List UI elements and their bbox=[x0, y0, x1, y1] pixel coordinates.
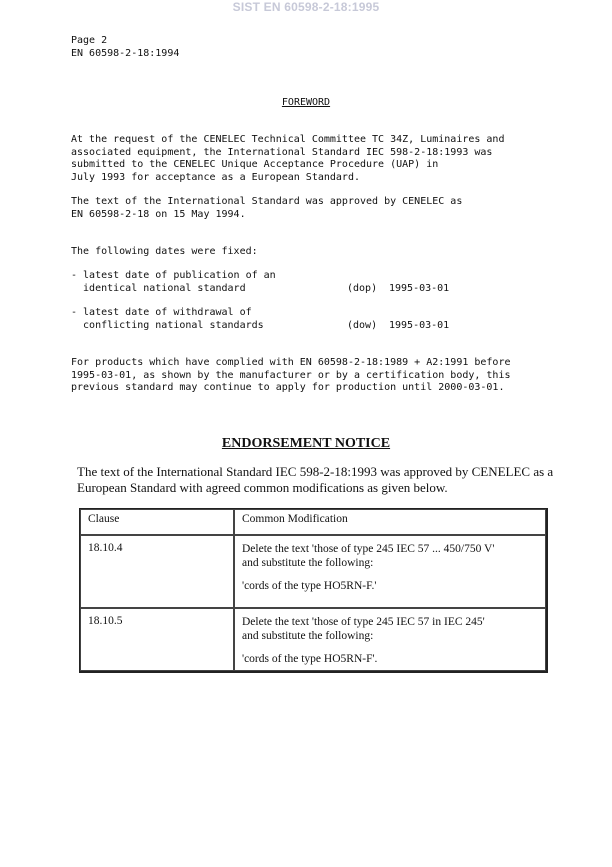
table-header-row bbox=[80, 509, 546, 535]
modification-line: Delete the text 'those of type 245 IEC 57 ... 450/750 V' bbox=[242, 543, 495, 555]
standard-reference: EN 60598-2-18:1994 bbox=[71, 48, 180, 59]
modification-cell bbox=[234, 608, 546, 671]
page-number: Page 2 bbox=[71, 35, 108, 46]
dates-intro: The following dates were fixed: bbox=[71, 246, 258, 257]
date-description: - latest date of publication of an identical national standard bbox=[71, 270, 276, 294]
endorsement-heading: ENDORSEMENT NOTICE bbox=[221, 436, 391, 451]
modification-line: 'cords of the type HO5RN-F.' bbox=[242, 580, 377, 592]
date-row-dop bbox=[71, 270, 531, 296]
modification-line: and substitute the following: bbox=[242, 630, 374, 642]
clause-cell: 18.10.4 bbox=[80, 535, 234, 608]
header-modification: Common Modification bbox=[234, 509, 546, 535]
date-value: 1995-03-01 bbox=[389, 282, 450, 294]
modification-line: Delete the text 'those of type 245 IEC 57 in IEC 245' bbox=[242, 616, 485, 628]
foreword-heading: FOREWORD bbox=[281, 97, 331, 108]
modification-line: and substitute the following: bbox=[242, 557, 374, 569]
date-row-dow bbox=[71, 307, 531, 333]
foreword-paragraph-1: At the request of the CENELEC Technical Committee TC 34Z, Luminaires and associated equipment, the International Standard IEC 598-2-18:1993 was submitted to the CENELEC Unique Acceptance Procedure (UAP) in July 1993 for acceptance as a European Standard. bbox=[71, 134, 505, 183]
foreword-paragraph-2: The text of the International Standard was approved by CENELEC as EN 60598-2-18 on 15 May 1994. bbox=[71, 196, 463, 220]
watermark-text: SIST EN 60598-2-18:1995 bbox=[232, 0, 380, 14]
clause-cell: 18.10.5 bbox=[80, 608, 234, 671]
modification-cell bbox=[234, 535, 546, 608]
table-row bbox=[80, 535, 546, 608]
header-clause: Clause bbox=[80, 509, 234, 535]
endorsement-paragraph: The text of the International Standard IEC 598-2-18:1993 was approved by CENELEC as a European Standard with agreed common modifications as given below. bbox=[77, 464, 554, 495]
date-description: - latest date of withdrawal of conflicting national standards bbox=[71, 307, 264, 331]
table-row bbox=[80, 608, 546, 671]
date-value: 1995-03-01 bbox=[389, 319, 450, 331]
foreword-paragraph-4: For products which have complied with EN 60598-2-18:1989 + A2:1991 before 1995-03-01, as shown by the manufacturer or by a certification body, this previous standard may continue to apply for production until 2000-03-01. bbox=[71, 357, 511, 394]
modifications-table bbox=[79, 508, 548, 673]
date-code: (dow) bbox=[347, 319, 378, 331]
modification-line: 'cords of the type HO5RN-F'. bbox=[242, 653, 378, 665]
date-code: (dop) bbox=[347, 282, 378, 294]
